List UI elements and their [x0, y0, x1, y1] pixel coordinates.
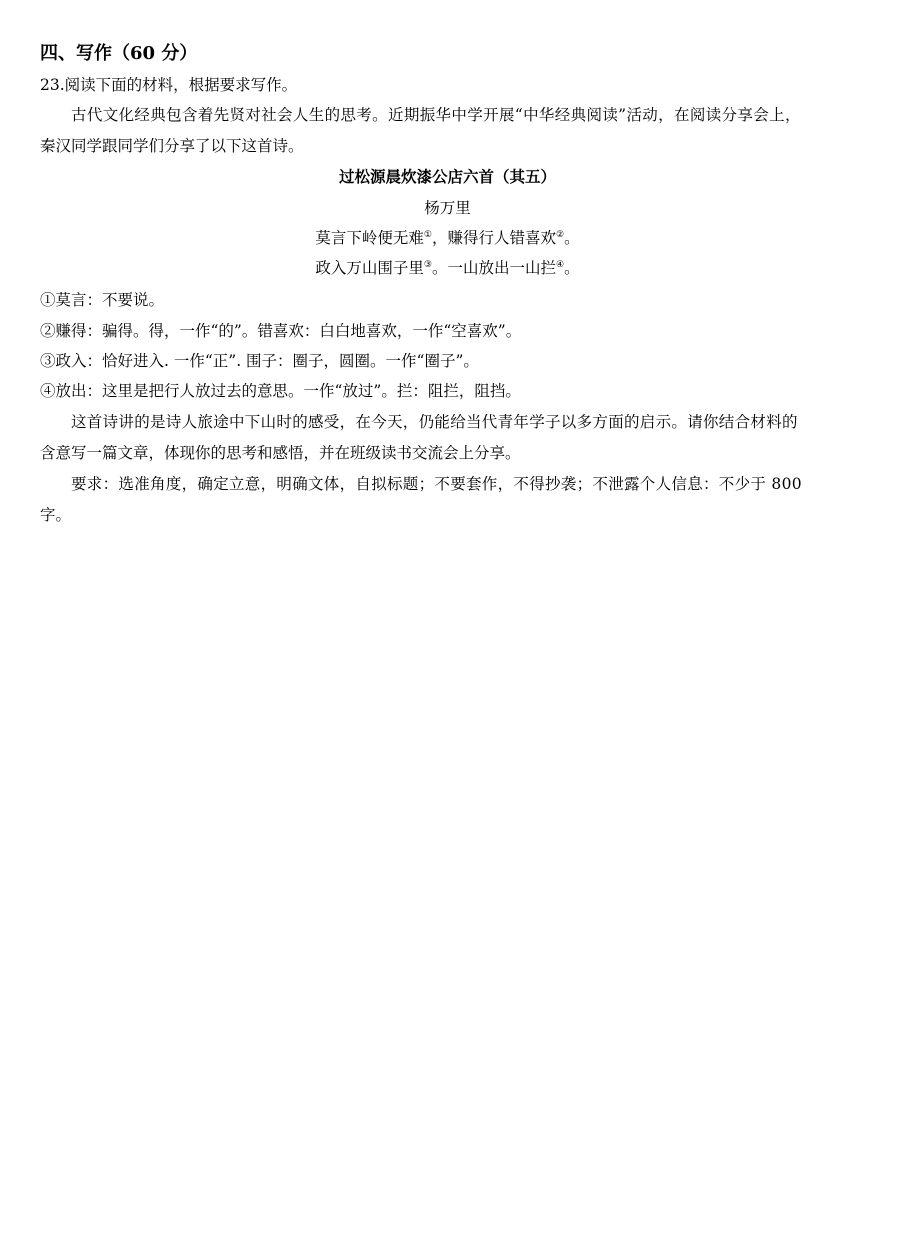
material-paragraph-line-1: 古代文化经典包含着先贤对社会人生的思考。近期振华中学开展“中华经典阅读”活动，在阅读分享会上， [71, 106, 801, 124]
footnote-4: ④放出：这里是把行人放过去的意思。一作“放过”。拦：阻拦，阻挡。 [40, 382, 521, 400]
material-paragraph-line-2: 秦汉同学跟同学们分享了以下这首诗。 [40, 137, 304, 155]
requirements-line-2: 字。 [40, 506, 72, 524]
task-paragraph-line-2: 含意写一篇文章，体现你的思考和感悟，并在班级读书交流会上分享。 [40, 444, 521, 462]
poem-title: 过松源晨炊漆公店六首（其五） [338, 167, 556, 186]
poem-line-2-text: 政入万山围子里 [315, 259, 424, 277]
poem-line-2-end: 。 [564, 259, 580, 277]
task-paragraph-line-1: 这首诗讲的是诗人旅途中下山时的感受，在今天，仍能给当代青年学子以多方面的启示。请你结合材料的 [71, 413, 798, 431]
poem-line-1 [40, 227, 855, 249]
question-intro: 23.阅读下面的材料，根据要求写作。 [40, 76, 298, 94]
footnote-ref-4: ④ [556, 260, 565, 270]
poem-line-1-end: 。 [564, 229, 580, 247]
poem-line-1-text: 莫言下岭便无难 [315, 229, 424, 247]
poem-author: 杨万里 [424, 199, 471, 217]
footnote-ref-2: ② [556, 230, 565, 240]
footnote-ref-1: ① [423, 230, 432, 240]
poem-line-2-mid: 。一山放出一山拦 [431, 259, 556, 277]
footnote-3: ③政入：恰好进入. 一作“正”. 围子：圈子，圆圈。一作“圈子”。 [40, 352, 479, 370]
footnote-1: ①莫言：不要说。 [40, 291, 165, 309]
requirements-line-1: 要求：选准角度，确定立意，明确文体，自拟标题；不要套作，不得抄袭；不泄露个人信息：不少于 800 [71, 475, 802, 493]
poem-line-1-mid: ，赚得行人错喜欢 [431, 229, 556, 247]
footnote-2: ②赚得：骗得。得，一作“的”。错喜欢：白白地喜欢，一作“空喜欢”。 [40, 322, 522, 340]
poem-line-2 [40, 257, 855, 279]
section-title: 四、写作（60 分） [40, 43, 198, 64]
footnote-ref-3: ③ [423, 260, 432, 270]
